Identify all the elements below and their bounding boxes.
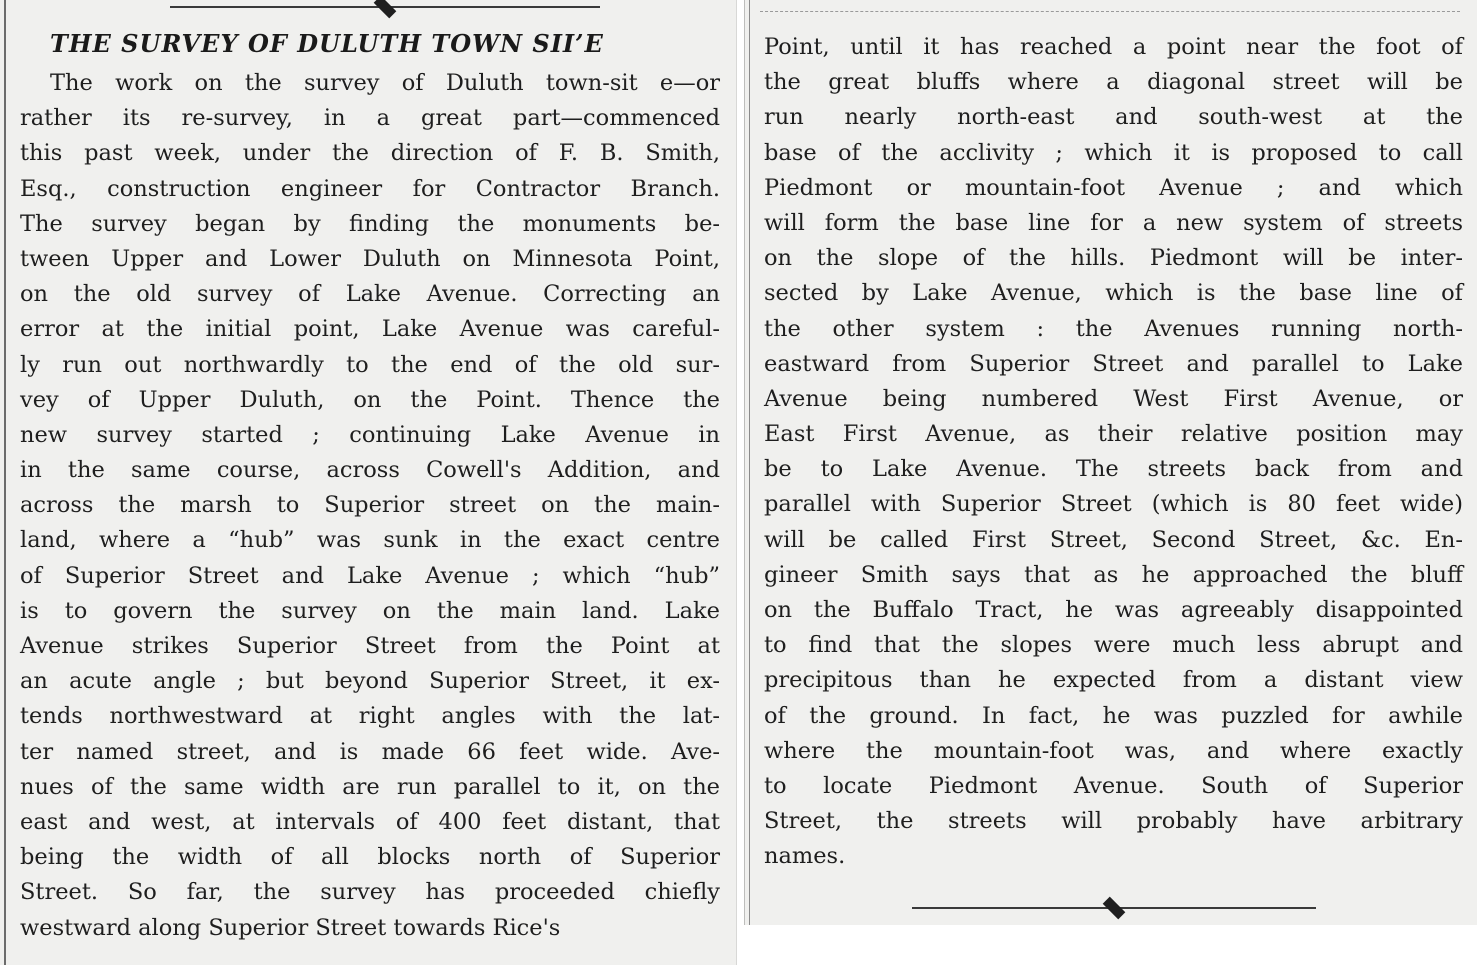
text-line: Avenue strikes Superior Street from the Point at: [20, 633, 720, 659]
text-line: The survey began by finding the monuments be-: [20, 210, 720, 237]
text-line: names.: [764, 843, 846, 870]
text-line: will form the base line for a new system of streets: [764, 209, 1463, 236]
text-line: westward along Superior Street towards Rice's: [20, 914, 561, 941]
text-line: be to Lake Avenue. The streets back from and: [764, 456, 1463, 483]
text-line: the other system : the Avenues running north-: [764, 315, 1463, 342]
text-line: gineer Smith says that as he approached the bluff: [764, 561, 1463, 588]
text-line: in the same course, across Cowell's Addition, and: [20, 457, 720, 484]
text-line: The work on the survey of Duluth town-sit e—or: [50, 70, 720, 96]
text-line: on the slope of the hills. Piedmont will be inter-: [764, 245, 1463, 272]
top-dashed-rule: [760, 11, 1460, 13]
top-ornamental-rule: [170, 2, 600, 12]
column-rule: [4, 0, 6, 965]
text-line: new survey started ; continuing Lake Avenue in: [20, 421, 720, 448]
text-line: vey of Upper Duluth, on the Point. Thence the: [20, 386, 720, 413]
left-column-text: [20, 66, 720, 946]
column-rule: [749, 0, 750, 925]
text-line: on the old survey of Lake Avenue. Correcting an: [20, 281, 720, 308]
text-line: an acute angle ; but beyond Superior Street, it ex-: [20, 668, 720, 695]
text-line: rather its re-survey, in a great part—commenced: [20, 105, 720, 132]
text-line: eastward from Superior Street and parallel to Lake: [764, 350, 1463, 377]
text-line: land, where a “hub” was sunk in the exact centre: [20, 527, 720, 554]
text-line: Street, the streets will probably have arbitrary: [764, 808, 1463, 835]
text-line: run nearly north-east and south-west at the: [764, 104, 1463, 131]
text-line: ly run out northwardly to the end of the old sur-: [20, 351, 720, 378]
text-line: error at the initial point, Lake Avenue was careful-: [20, 316, 720, 343]
text-line: to locate Piedmont Avenue. South of Superior: [764, 772, 1463, 799]
text-line: parallel with Superior Street (which is 80 feet wide): [764, 491, 1463, 518]
text-line: will be called First Street, Second Street, &c. En-: [764, 526, 1463, 553]
text-line: of the ground. In fact, he was puzzled for awhile: [764, 702, 1463, 729]
text-line: precipitous than he expected from a distant view: [764, 667, 1463, 694]
text-line: is to govern the survey on the main land. Lake: [20, 597, 720, 624]
right-column-text: [764, 30, 1463, 875]
text-line: east and west, at intervals of 400 feet distant, that: [20, 808, 720, 835]
text-line: on the Buffalo Tract, he was agreeably disappointed: [764, 597, 1463, 623]
text-line: base of the acclivity ; which it is proposed to call: [764, 139, 1463, 166]
text-line: nues of the same width are run parallel to it, on the: [20, 773, 720, 800]
text-line: Piedmont or mountain-foot Avenue ; and which: [764, 174, 1463, 201]
text-line: across the marsh to Superior street on the main-: [20, 492, 720, 519]
text-line: the great bluffs where a diagonal street will be: [764, 69, 1463, 96]
text-line: Point, until it has reached a point near the foot of: [764, 34, 1463, 60]
text-line: being the width of all blocks north of Superior: [20, 844, 720, 871]
text-line: East First Avenue, as their relative position may: [764, 421, 1463, 448]
text-line: where the mountain-foot was, and where exactly: [764, 737, 1463, 764]
text-line: sected by Lake Avenue, which is the base line of: [764, 280, 1463, 307]
text-line: of Superior Street and Lake Avenue ; which “hub”: [20, 562, 720, 589]
text-line: ter named street, and is made 66 feet wide. Ave-: [20, 738, 720, 765]
text-line: to find that the slopes were much less abrupt and: [764, 632, 1463, 659]
text-line: this past week, under the direction of F. B. Smith,: [20, 140, 720, 167]
text-line: tends northwestward at right angles with the lat-: [20, 703, 720, 730]
text-line: Street. So far, the survey has proceeded chiefly: [20, 879, 720, 906]
text-line: Esq., construction engineer for Contractor Branch.: [20, 175, 720, 202]
bottom-ornamental-rule: [912, 903, 1316, 913]
article-title: THE SURVEY OF DULUTH TOWN SII’E: [50, 29, 604, 58]
text-line: Avenue being numbered West First Avenue, or: [764, 385, 1463, 412]
text-line: tween Upper and Lower Duluth on Minnesota Point,: [20, 245, 720, 272]
